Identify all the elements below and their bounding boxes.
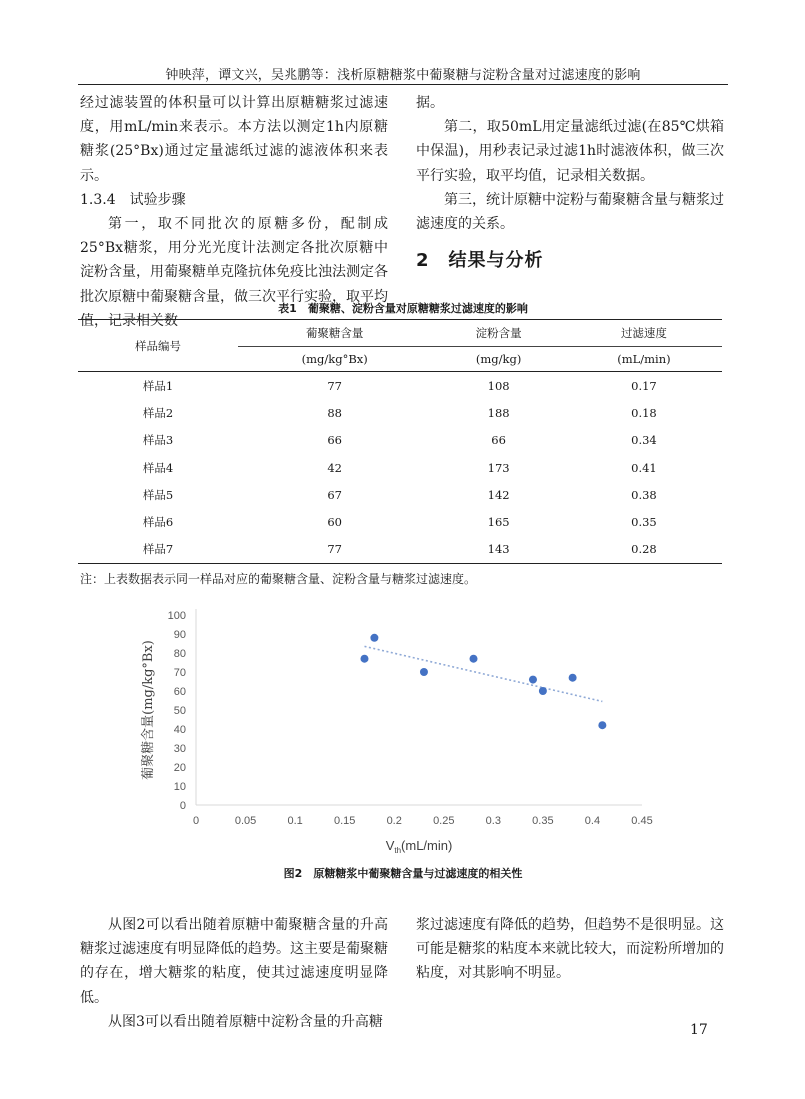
data-point <box>370 634 378 642</box>
page-number: 17 <box>690 1022 708 1038</box>
cell-starch: 66 <box>491 433 506 448</box>
table-note: 注：上表数据表示同一样品对应的葡聚糖含量、淀粉含量与糖浆过滤速度。 <box>80 572 477 586</box>
data-table <box>78 319 722 564</box>
table-row <box>78 454 722 481</box>
cell-speed: 0.17 <box>631 378 657 393</box>
y-tick-label: 30 <box>173 743 186 755</box>
x-axis-title-subscript: th <box>394 846 402 855</box>
header-rule <box>78 84 728 85</box>
cell-sample: 样品4 <box>142 460 174 475</box>
cell-sample: 样品1 <box>142 378 174 393</box>
cell-sample: 样品5 <box>142 487 174 502</box>
x-tick-label: 0.15 <box>333 815 356 827</box>
y-tick-label: 90 <box>173 629 186 641</box>
figure-caption: 图2 原糖糖浆中葡聚糖含量与过滤速度的相关性 <box>283 867 523 880</box>
table-row <box>78 399 722 426</box>
cell-speed: 0.38 <box>631 487 657 502</box>
y-tick-label: 70 <box>173 667 186 679</box>
cell-speed: 0.18 <box>631 405 657 420</box>
x-axis-title-main: V <box>385 838 395 853</box>
section-title: 2 结果与分析 <box>416 250 544 272</box>
y-tick-label: 0 <box>179 800 186 812</box>
table-row <box>78 427 722 454</box>
cell-starch: 143 <box>487 542 510 557</box>
right-paragraph-2: 第二，取50mL用定量滤纸过滤(在85℃烘箱中保温)，用秒表记录过滤1h时滤液体积，做三次平行实验，取平均值，记录相关数据。 <box>416 119 724 184</box>
table-row <box>78 481 722 508</box>
y-tick-label: 20 <box>173 762 186 774</box>
unit-starch: (mg/kg) <box>431 347 566 372</box>
x-tick-label: 0.1 <box>287 815 303 827</box>
cell-speed: 0.35 <box>631 515 657 530</box>
cell-sample: 样品6 <box>142 515 174 530</box>
data-point <box>598 721 606 729</box>
bottom-left-paragraph-2: 从图3可以看出随着原糖中淀粉含量的升高糖 <box>108 1013 383 1030</box>
cell-starch: 173 <box>487 460 510 475</box>
cell-dextran: 60 <box>327 515 342 530</box>
scatter-plot-svg <box>110 592 670 855</box>
left-paragraph-2: 第一，取不同批次的原糖多份，配制成25°Bx糖浆，用分光光度计法测定各批次原糖中淀粉含量，用葡聚糖单克隆抗体免疫比浊法测定各批次原糖中葡聚糖含量，做三次平行实验，取平均值，记录相关数 <box>80 216 388 329</box>
right-paragraph-1: 据。 <box>416 95 444 111</box>
cell-starch: 165 <box>487 515 510 530</box>
header-speed: 过滤速度 <box>566 320 722 347</box>
left-paragraph-1: 经过滤装置的体积量可以计算出原糖糖浆过滤速度，用mL/min来表示。本方法以测定1h内原糖糖浆(25°Bx)通过定量滤纸过滤的滤液体积来表示。 <box>80 95 388 184</box>
bottom-left-column <box>80 913 388 1034</box>
x-tick-label: 0 <box>192 815 200 827</box>
data-point <box>470 655 478 663</box>
bottom-right-column <box>416 913 724 986</box>
unit-speed: (mL/min) <box>566 347 722 372</box>
cell-dextran: 77 <box>327 542 342 557</box>
y-axis-title: 葡聚糖含量(mg/kg°Bx) <box>141 640 156 780</box>
data-point <box>569 674 577 682</box>
y-tick-label: 50 <box>173 705 186 717</box>
x-axis-title-unit: (mL/min) <box>401 838 453 853</box>
cell-dextran: 67 <box>327 487 342 502</box>
unit-dextran: (mg/kg°Bx) <box>238 347 431 372</box>
cell-sample: 样品7 <box>142 542 174 557</box>
data-point <box>539 687 547 695</box>
y-tick-label: 100 <box>167 610 186 622</box>
cell-sample: 样品3 <box>142 433 174 448</box>
y-tick-label: 80 <box>173 648 186 660</box>
x-tick-label: 0.05 <box>234 815 257 827</box>
y-tick-label: 60 <box>173 686 186 698</box>
data-point <box>420 668 428 676</box>
bottom-left-paragraph-1: 从图2可以看出随着原糖中葡聚糖含量的升高糖浆过滤速度有明显降低的趋势。这主要是葡聚糖的存在，增大糖浆的粘度，使其过滤速度明显降低。 <box>80 917 388 1006</box>
table-row <box>78 508 722 535</box>
cell-dextran: 88 <box>327 405 342 420</box>
cell-speed: 0.28 <box>631 542 657 557</box>
cell-starch: 142 <box>487 487 510 502</box>
cell-speed: 0.41 <box>631 460 657 475</box>
trendline <box>364 646 602 701</box>
running-header: 钟映萍，谭文兴，吴兆鹏等：浅析原糖糖浆中葡聚糖与淀粉含量对过滤速度的影响 <box>165 68 641 83</box>
header-sample: 样品编号 <box>78 320 238 372</box>
right-paragraph-3: 第三，统计原糖中淀粉与葡聚糖含量与糖浆过滤速度的关系。 <box>416 191 724 233</box>
bottom-right-paragraph-1: 浆过滤速度有降低的趋势，但趋势不是很明显。这可能是糖浆的粘度本来就比较大，而淀粉所增加的粘度，对其影响不明显。 <box>416 917 724 982</box>
table-row <box>78 536 722 564</box>
cell-dextran: 66 <box>327 433 342 448</box>
table-caption: 表1 葡聚糖、淀粉含量对原糖糖浆过滤速度的影响 <box>278 302 528 315</box>
x-tick-label: 0.3 <box>485 815 501 827</box>
table-row <box>78 372 722 400</box>
y-tick-label: 10 <box>173 781 186 793</box>
x-axis-title <box>386 838 453 855</box>
cell-sample: 样品2 <box>142 405 174 420</box>
header-dextran: 葡聚糖含量 <box>238 320 431 347</box>
data-point <box>360 655 368 663</box>
x-tick-label: 0.4 <box>584 815 601 827</box>
data-point <box>529 676 537 684</box>
cell-starch: 188 <box>487 405 510 420</box>
right-column <box>416 91 724 273</box>
header-starch: 淀粉含量 <box>431 320 566 347</box>
left-column <box>80 91 388 333</box>
x-tick-label: 0.35 <box>532 815 554 827</box>
x-tick-label: 0.2 <box>386 815 402 827</box>
cell-speed: 0.34 <box>631 433 657 448</box>
y-tick-label: 40 <box>173 724 186 736</box>
x-tick-label: 0.45 <box>631 815 653 827</box>
figure-2-chart <box>110 592 670 855</box>
x-tick-label: 0.25 <box>433 815 455 827</box>
cell-dextran: 42 <box>327 460 342 475</box>
subheading-test-steps: 1.3.4 试验步骤 <box>80 191 186 208</box>
cell-dextran: 77 <box>327 378 342 393</box>
cell-starch: 108 <box>487 378 510 393</box>
